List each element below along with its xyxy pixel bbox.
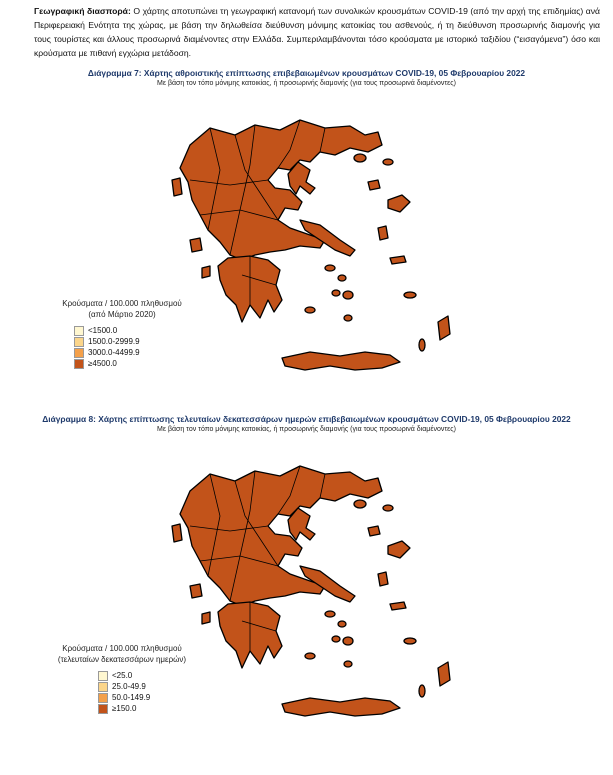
thassos-island (354, 154, 366, 162)
legend-item (74, 325, 202, 336)
chios-island (378, 572, 388, 586)
legend-label: 1500.0-2999.9 (88, 337, 140, 346)
legend-swatch (74, 348, 84, 358)
intro-text: Ο χάρτης αποτυπώνει τη γεωγραφική κατανομή των συνολικών κρουσμάτων COVID-19 (από την αρχή της επιδημίας) ανά Περιφερειακή Ενότητα της χώρας, με βάση την δηλωθείσα διεύθυνση μόνιμης κατοικίας του ασθενούς, ή τη διεύθυνση προσωρινής διαμονής για τους τουρίστες και άλλους προσωρινά διαμένοντες στην Ελλάδα. Συμπεριλαμβάνονται τόσο κρούσματα με ιστορικό ταξιδίου (“εισαγόμενα”) όσο και κρούσματα με πιθανή εγχώρια μετάδοση. (34, 6, 600, 58)
crete-island (282, 698, 400, 716)
andros-island (325, 611, 335, 617)
legend-label: 50.0-149.9 (112, 693, 151, 702)
figure-8-legend (38, 643, 206, 714)
paros-island (332, 290, 340, 296)
legend-swatch (98, 693, 108, 703)
karpathos-island (419, 685, 425, 697)
legend-item (74, 358, 202, 369)
samothraki-island (383, 505, 393, 511)
legend-label: ≥4500.0 (88, 359, 117, 368)
lemnos-island (368, 180, 380, 190)
naxos-island (343, 637, 353, 645)
rhodes-island (438, 662, 450, 686)
milos-island (305, 653, 315, 659)
tinos-island (338, 621, 346, 627)
kefalonia-island (190, 238, 202, 252)
samos-island (390, 602, 406, 610)
zakynthos-island (202, 612, 210, 624)
legend-item (74, 336, 202, 347)
legend-label: ≥150.0 (112, 704, 137, 713)
greece-map-cumulative (150, 90, 510, 395)
tinos-island (338, 275, 346, 281)
legend-item (98, 692, 206, 703)
legend-label: <25.0 (112, 671, 133, 680)
legend-label: <1500.0 (88, 326, 118, 335)
karpathos-island (419, 339, 425, 351)
lemnos-island (368, 526, 380, 536)
naxos-island (343, 291, 353, 299)
legend-swatch (98, 682, 108, 692)
figure-8-title: Διάγραμμα 8: Χάρτης επίπτωσης τελευταίων δεκατεσσάρων ημερών επιβεβαιωμένων κρουσμάτων COVID-19, 05 Φεβρουαρίου 2022 (42, 414, 571, 424)
legend-title: Κρούσματα / 100.000 πληθυσμού (62, 644, 182, 653)
andros-island (325, 265, 335, 271)
intro-label: Γεωγραφική διασπορά: (34, 6, 131, 16)
santorini-island (344, 661, 352, 667)
figure-7-subtitle: Με βάση τον τόπο μόνιμης κατοικίας, ή προσωρινής διαμονής (για τους προσωρινά διαμένοντες) (157, 80, 456, 87)
figure-8-subtitle: Με βάση τον τόπο μόνιμης κατοικίας, ή προσωρινής διαμονής (για τους προσωρινά διαμένοντες) (157, 426, 456, 433)
intro-paragraph (34, 4, 600, 60)
legend-swatch (74, 337, 84, 347)
samos-island (390, 256, 406, 264)
kos-island (404, 638, 416, 644)
legend-item (98, 703, 206, 714)
legend-swatch (74, 359, 84, 369)
corfu-island (172, 178, 182, 196)
crete-island (282, 352, 400, 370)
legend-subtitle: (από Μάρτιο 2020) (88, 310, 156, 319)
zakynthos-island (202, 266, 210, 278)
lesvos-island (388, 541, 410, 558)
lesvos-island (388, 195, 410, 212)
corfu-island (172, 524, 182, 542)
milos-island (305, 307, 315, 313)
legend-swatch (98, 671, 108, 681)
legend-swatch (74, 326, 84, 336)
mainland-greece-region (180, 466, 382, 606)
figure-7-title: Διάγραμμα 7: Χάρτης αθροιστικής επίπτωσης επιβεβαιωμένων κρουσμάτων COVID-19, 05 Φεβρουαρίου 2022 (87, 68, 526, 78)
legend-item (98, 670, 206, 681)
samothraki-island (383, 159, 393, 165)
kefalonia-island (190, 584, 202, 598)
legend-title: Κρούσματα / 100.000 πληθυσμού (62, 299, 182, 308)
santorini-island (344, 315, 352, 321)
thassos-island (354, 500, 366, 508)
legend-subtitle: (τελευταίων δεκατεσσάρων ημερών) (57, 655, 187, 664)
legend-label: 3000.0-4499.9 (88, 348, 140, 357)
rhodes-island (438, 316, 450, 340)
kos-island (404, 292, 416, 298)
legend-item (98, 681, 206, 692)
legend-swatch (98, 704, 108, 714)
mainland-greece-region (180, 120, 382, 260)
figure-7-legend (42, 298, 202, 369)
legend-item (74, 347, 202, 358)
paros-island (332, 636, 340, 642)
chios-island (378, 226, 388, 240)
legend-label: 25.0-49.9 (112, 682, 146, 691)
